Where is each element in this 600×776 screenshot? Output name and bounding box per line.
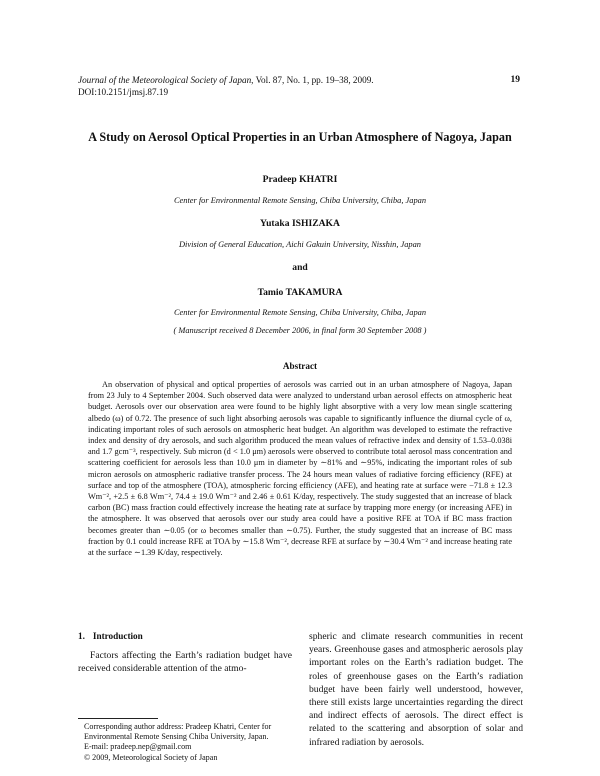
- author-name: Yutaka ISHIZAKA: [260, 218, 340, 229]
- author-conjunction: and: [292, 262, 308, 273]
- manuscript-received-dates: ( Manuscript received 8 December 2006, in final form 30 September 2008 ): [173, 326, 427, 335]
- left-column: [78, 630, 292, 676]
- abstract-body: An observation of physical and optical properties of aerosols was carried out in an urban atmosphere of Nagoya, Japan from 23 July to 4 September 2004. Such observed data were analyzed to understand urban aerosol effects on atmospheric heat budget. Aerosols over our observation area were found to be highly light absorptive with a very low mean single scattering albedo (ω) of 0.72. The presence of such light absorbing aerosols was capable to significantly influence the diurnal cycle of ω, indicating important roles of such aerosols on atmospheric heat budget. An algorithm was developed to estimate the refractive index and density of dry aerosols, and such algorithm produced the mean values of refractive index and density of 1.53–0.038i and 1.7 gcm⁻³, respectively. Sub micron (d < 1.0 μm) aerosols were observed to contribute total aerosol mass concentration and scattering coefficient for aerosols less than 10.0 μm in diameter by ∼81% and ∼95%, indicating the important roles of sub micron aerosols on atmospheric radiative transfer process. The 24 hours mean values of radiative forcing efficiency (RFE) at surface and top of the atmosphere (TOA), atmospheric forcing efficiency (AFE), and heating rate at surface were −71.8 ± 12.3 Wm⁻², +2.5 ± 6.8 Wm⁻², 74.4 ± 19.0 Wm⁻² and 2.46 ± 0.61 K/day, respectively. The study suggested that an increase of black carbon (BC) mass fraction could effectively increase the heating rate at surface by trapping more energy (or increasing AFE) in the atmosphere. It was observed that aerosols over our study area could have a positive RFE at TOA if BC mass fraction becomes greater than ∼0.05 (or ω becomes smaller than ∼0.75). Further, the study suggested that an increase of BC mass fraction by 0.1 could increase RFE at TOA by ∼15.8 Wm⁻², decrease RFE at surface by ∼30.4 Wm⁻² and increase heating rate at the surface ∼1.39 K/day, respectively.: [88, 380, 512, 558]
- journal-volume-pages: , Vol. 87, No. 1, pp. 19–38, 2009.: [251, 75, 374, 85]
- copyright-notice: © 2009, Meteorological Society of Japan: [84, 752, 218, 762]
- introduction-paragraph-right: spheric and climate research communities in recent years. Greenhouse gases and atmospheric aerosols play important roles on the Earth’s radiation budget. The roles of greenhouse gases on the Earth’s radiation budget have been fairly well understood, however, there still exists large uncertainties regarding the direct and indirect effects of aerosols. The direct effect is related to the scattering and absorption of solar and infrared radiation by aerosols.: [309, 631, 523, 748]
- author-affiliation: Center for Environmental Remote Sensing, Chiba University, Chiba, Japan: [173, 196, 427, 205]
- author-name: Pradeep KHATRI: [262, 174, 338, 185]
- corresponding-author: Corresponding author address: Pradeep Khatri, Center for Environmental Remote Sensing Chiba University, Japan.: [84, 722, 272, 742]
- footnote-divider: [78, 718, 158, 719]
- journal-citation: [78, 75, 374, 85]
- doi-link[interactable]: DOI:10.2151/jmsj.87.19: [78, 87, 169, 97]
- right-column: [309, 630, 523, 749]
- section-heading: [78, 630, 292, 643]
- introduction-paragraph-left: Factors affecting the Earth’s radiation budget have received considerable attention of the atmo-: [78, 650, 292, 675]
- abstract-heading: Abstract: [282, 361, 318, 371]
- section-title: Introduction: [92, 631, 143, 641]
- author-affiliation: Center for Environmental Remote Sensing, Chiba University, Chiba, Japan: [173, 308, 427, 317]
- footnote: [84, 722, 298, 763]
- author-email[interactable]: E-mail: pradeep.nep@gmail.com: [84, 742, 192, 752]
- journal-name: Journal of the Meteorological Society of Japan: [78, 75, 252, 85]
- author-name: Tamio TAKAMURA: [257, 287, 343, 298]
- section-number: 1.: [78, 631, 85, 641]
- page-number: 19: [510, 75, 520, 85]
- paper-title: A Study on Aerosol Optical Properties in an Urban Atmosphere of Nagoya, Japan: [88, 130, 512, 144]
- author-affiliation: Division of General Education, Aichi Gakuin University, Nisshin, Japan: [179, 240, 421, 249]
